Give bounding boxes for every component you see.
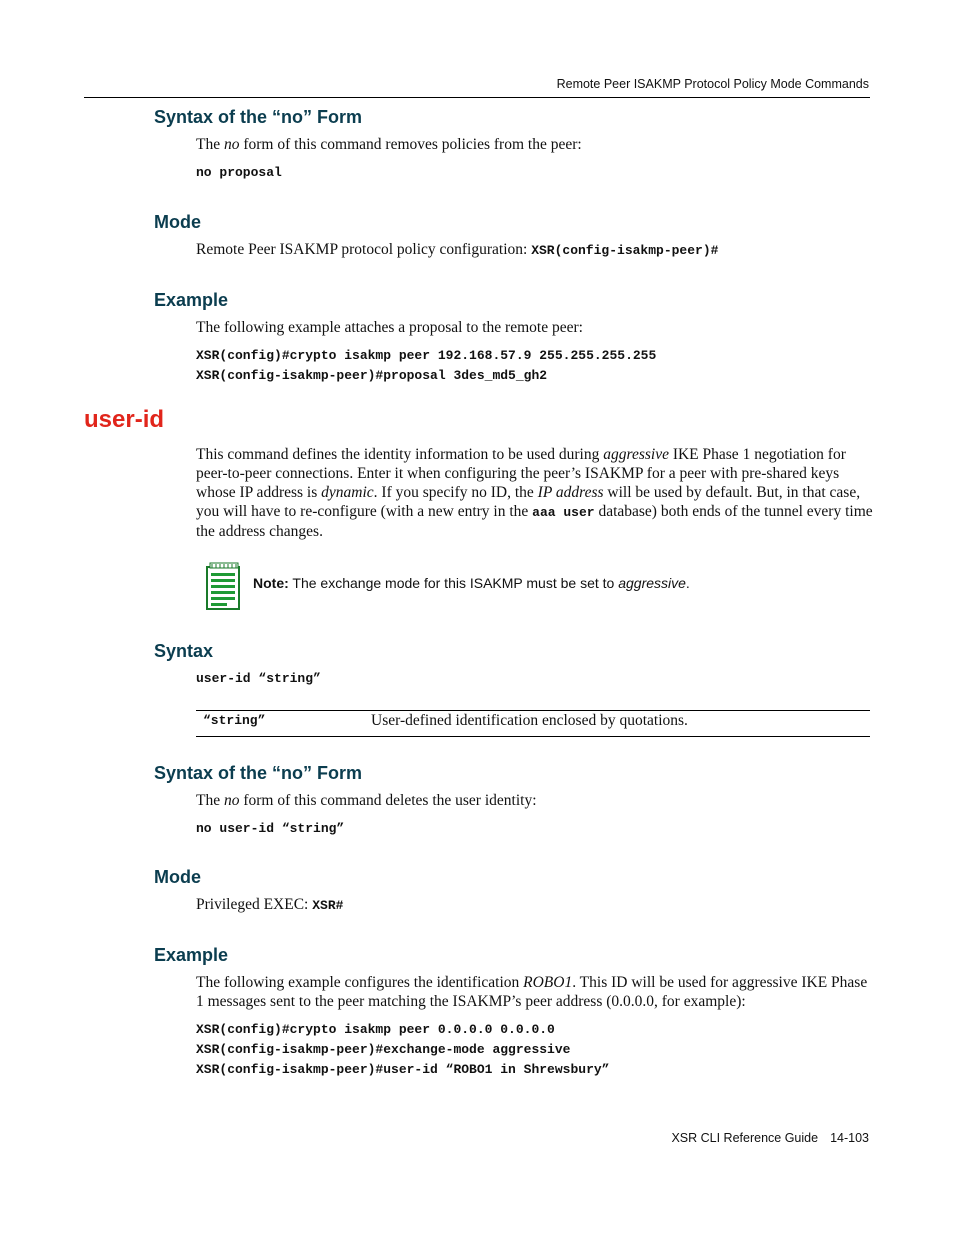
no-form-command: no proposal — [196, 165, 282, 180]
example-heading: Example — [154, 945, 229, 965]
note-text: Note: The exchange mode for this ISAKMP must be set to aggressive. — [253, 575, 690, 591]
example-code-line: XSR(config-isakmp-peer)#exchange-mode aggressive — [196, 1042, 571, 1057]
syntax-command: user-id “string” — [196, 671, 321, 686]
syntax-no-form-heading: Syntax of the “no” Form — [154, 763, 363, 783]
parameter-name: “string” — [203, 713, 266, 728]
no-form-command: no user-id “string” — [196, 821, 345, 836]
parameter-description: User-defined identification enclosed by quotations. — [371, 712, 688, 729]
command-title: user-id — [84, 406, 165, 433]
mode-heading: Mode — [154, 867, 201, 887]
notepad-icon — [204, 561, 242, 611]
page-footer — [671, 1131, 869, 1145]
mode-heading: Mode — [154, 212, 201, 232]
syntax-no-form-heading: Syntax of the “no” Form — [154, 107, 363, 127]
no-form-description: The no form of this command removes policies from the peer: — [196, 136, 582, 153]
no-form-description: The no form of this command deletes the user identity: — [196, 792, 537, 809]
example-code-line: XSR(config-isakmp-peer)#user-id “ROBO1 in Shrewsbury” — [196, 1062, 610, 1077]
mode-description: Remote Peer ISAKMP protocol policy configuration: XSR(config-isakmp-peer)# — [196, 241, 719, 258]
guide-title: XSR CLI Reference Guide — [671, 1131, 819, 1145]
example-heading: Example — [154, 290, 229, 310]
running-header: Remote Peer ISAKMP Protocol Policy Mode Commands — [556, 77, 869, 91]
page-number: 14-103 — [830, 1131, 869, 1145]
syntax-heading: Syntax — [154, 641, 214, 661]
header-rule — [84, 97, 870, 98]
example-code-line: XSR(config)#crypto isakmp peer 192.168.57.9 255.255.255.255 — [196, 348, 657, 363]
example-code-line: XSR(config)#crypto isakmp peer 0.0.0.0 0.0.0.0 — [196, 1022, 555, 1037]
example-description: The following example configures the identification ROBO1. This ID will be used for aggressive IKE Phase 1 messages sent to the peer matching the ISAKMP’s peer address (0.0.0.0, for example): — [196, 974, 868, 1010]
example-description: The following example attaches a proposal to the remote peer: — [196, 319, 583, 336]
mode-description: Privileged EXEC: XSR# — [196, 896, 344, 913]
parameter-table-bottom-rule — [196, 736, 870, 737]
example-code-line: XSR(config-isakmp-peer)#proposal 3des_md5_gh2 — [196, 368, 548, 383]
command-description: This command defines the identity information to be used during aggressive IKE Phase 1 negotiation for peer-to-peer connections. Enter it when configuring the peer’s ISAKMP for a peer with pre-shared keys whose IP address is dynamic. If you specify no ID, the IP address will be used by default. But, in that case, you will have to re-configure (with a new entry in the aaa user database) both ends of the tunnel every time the address changes. — [196, 446, 873, 540]
